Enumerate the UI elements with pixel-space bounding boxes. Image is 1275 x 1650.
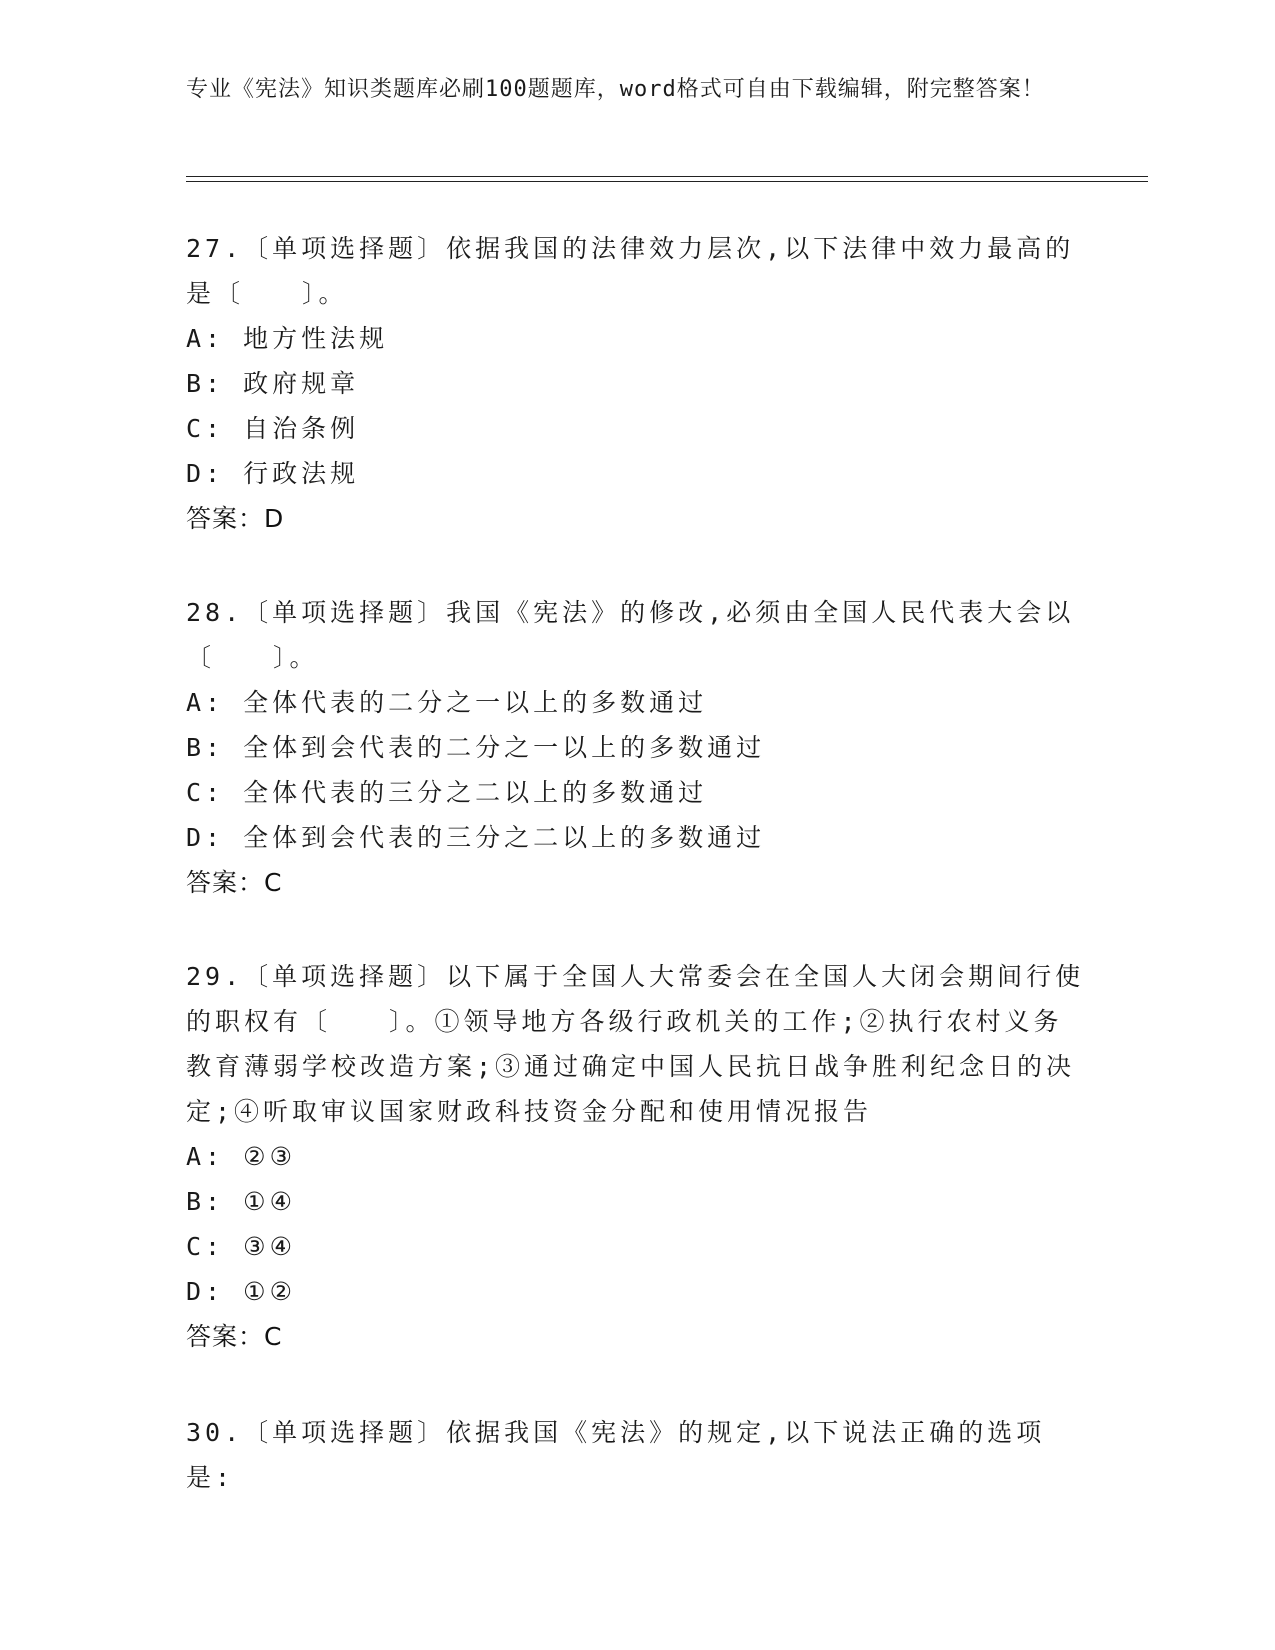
header-double-rule	[186, 176, 1148, 182]
option-d: D: ①②	[186, 1277, 296, 1306]
option-a: A: 地方性法规	[186, 324, 389, 353]
answer: 答案：C	[186, 868, 283, 897]
question-stem: 29.〔单项选择题〕以下属于全国人大常委会在全国人大闭会期间行使的职权有〔 〕。①领导地方各级行政机关的工作;②执行农村义务教育薄弱学校改造方案;③通过确定中国人民抗日战争胜利纪念日的决定;④听取审议国家财政科技资金分配和使用情况报告	[186, 962, 1085, 1126]
question-30	[186, 1410, 1086, 1500]
question-27	[186, 226, 1086, 541]
question-stem: 30.〔单项选择题〕依据我国《宪法》的规定,以下说法正确的选项是:	[186, 1418, 1046, 1492]
option-d: D: 全体到会代表的三分之二以上的多数通过	[186, 823, 766, 852]
option-d: D: 行政法规	[186, 459, 360, 488]
option-c: C: 自治条例	[186, 414, 360, 443]
option-b: B: 全体到会代表的二分之一以上的多数通过	[186, 733, 766, 762]
question-29	[186, 954, 1086, 1359]
document-header: 专业《宪法》知识类题库必刷100题题库，word格式可自由下载编辑，附完整答案！	[186, 77, 1045, 102]
option-c: C: 全体代表的三分之二以上的多数通过	[186, 778, 708, 807]
question-stem: 28.〔单项选择题〕我国《宪法》的修改,必须由全国人民代表大会以〔 〕。	[186, 598, 1075, 672]
question-28	[186, 590, 1086, 905]
option-b: B: 政府规章	[186, 369, 360, 398]
option-a: A: 全体代表的二分之一以上的多数通过	[186, 688, 708, 717]
option-c: C: ③④	[186, 1232, 296, 1261]
question-stem: 27.〔单项选择题〕依据我国的法律效力层次,以下法律中效力最高的是〔 〕。	[186, 234, 1075, 308]
option-a: A: ②③	[186, 1142, 296, 1171]
option-b: B: ①④	[186, 1187, 296, 1216]
answer: 答案：D	[186, 504, 285, 533]
answer: 答案：C	[186, 1322, 283, 1351]
